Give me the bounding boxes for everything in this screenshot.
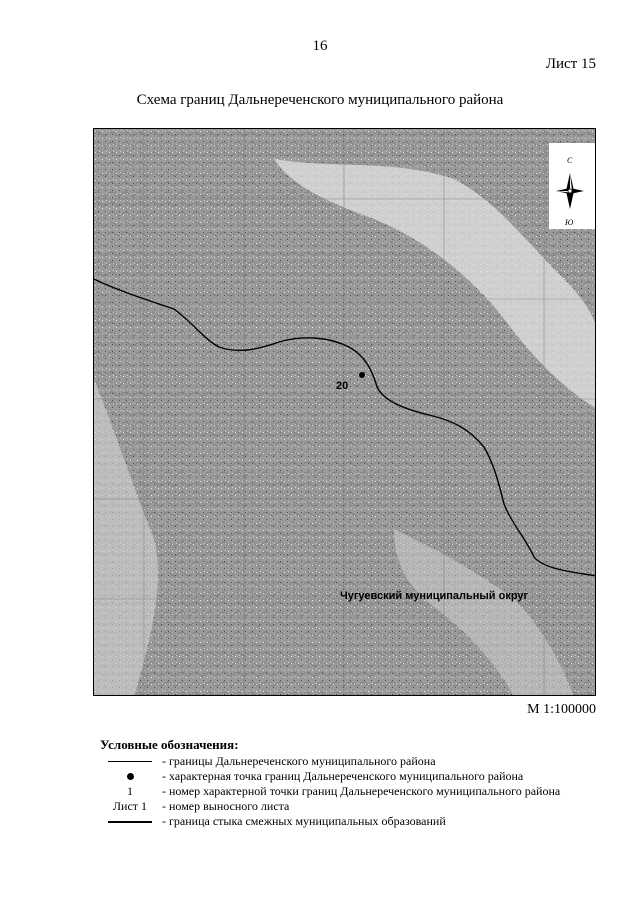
compass-south-label: Ю — [565, 218, 574, 227]
legend-item-text: - граница стыка смежных муниципальных образований — [162, 814, 446, 828]
map-scale: М 1:100000 — [527, 702, 596, 717]
legend-symbol-text: Лист 1 — [112, 799, 148, 813]
compass-rose — [549, 143, 596, 229]
legend-item-text: - номер характерной точки границ Дальнереченского муниципального района — [162, 784, 561, 798]
legend-item-text: - номер выносного листа — [162, 799, 290, 813]
page-number: 16 — [312, 38, 328, 54]
legend-item-text: - характерная точка границ Дальнереченского муниципального района — [162, 769, 524, 783]
map-title: Схема границ Дальнереченского муниципального района — [136, 92, 504, 108]
legend-item-sheet-number — [100, 799, 600, 814]
thin-line-icon — [100, 761, 160, 762]
legend-item-point-number — [100, 784, 600, 799]
compass-north-label: С — [567, 156, 573, 165]
boundary-point-label: 20 — [336, 380, 349, 392]
boundary-point-marker — [359, 372, 365, 378]
legend-title: Условные обозначения: — [100, 737, 239, 752]
sheet-label: Лист 15 — [545, 56, 596, 72]
map-frame — [93, 128, 596, 696]
topographic-map — [94, 129, 596, 696]
legend-item-boundary — [100, 754, 600, 769]
legend-symbol-text: 1 — [127, 784, 133, 798]
legend-item-junction — [100, 814, 600, 829]
legend-item-text: - границы Дальнереченского муниципального района — [162, 754, 436, 768]
region-label: Чугуевский муниципальный округ — [340, 590, 529, 602]
legend-item-point — [100, 769, 600, 784]
dot-icon — [100, 773, 160, 780]
thick-line-icon — [100, 821, 160, 823]
legend — [100, 737, 600, 829]
